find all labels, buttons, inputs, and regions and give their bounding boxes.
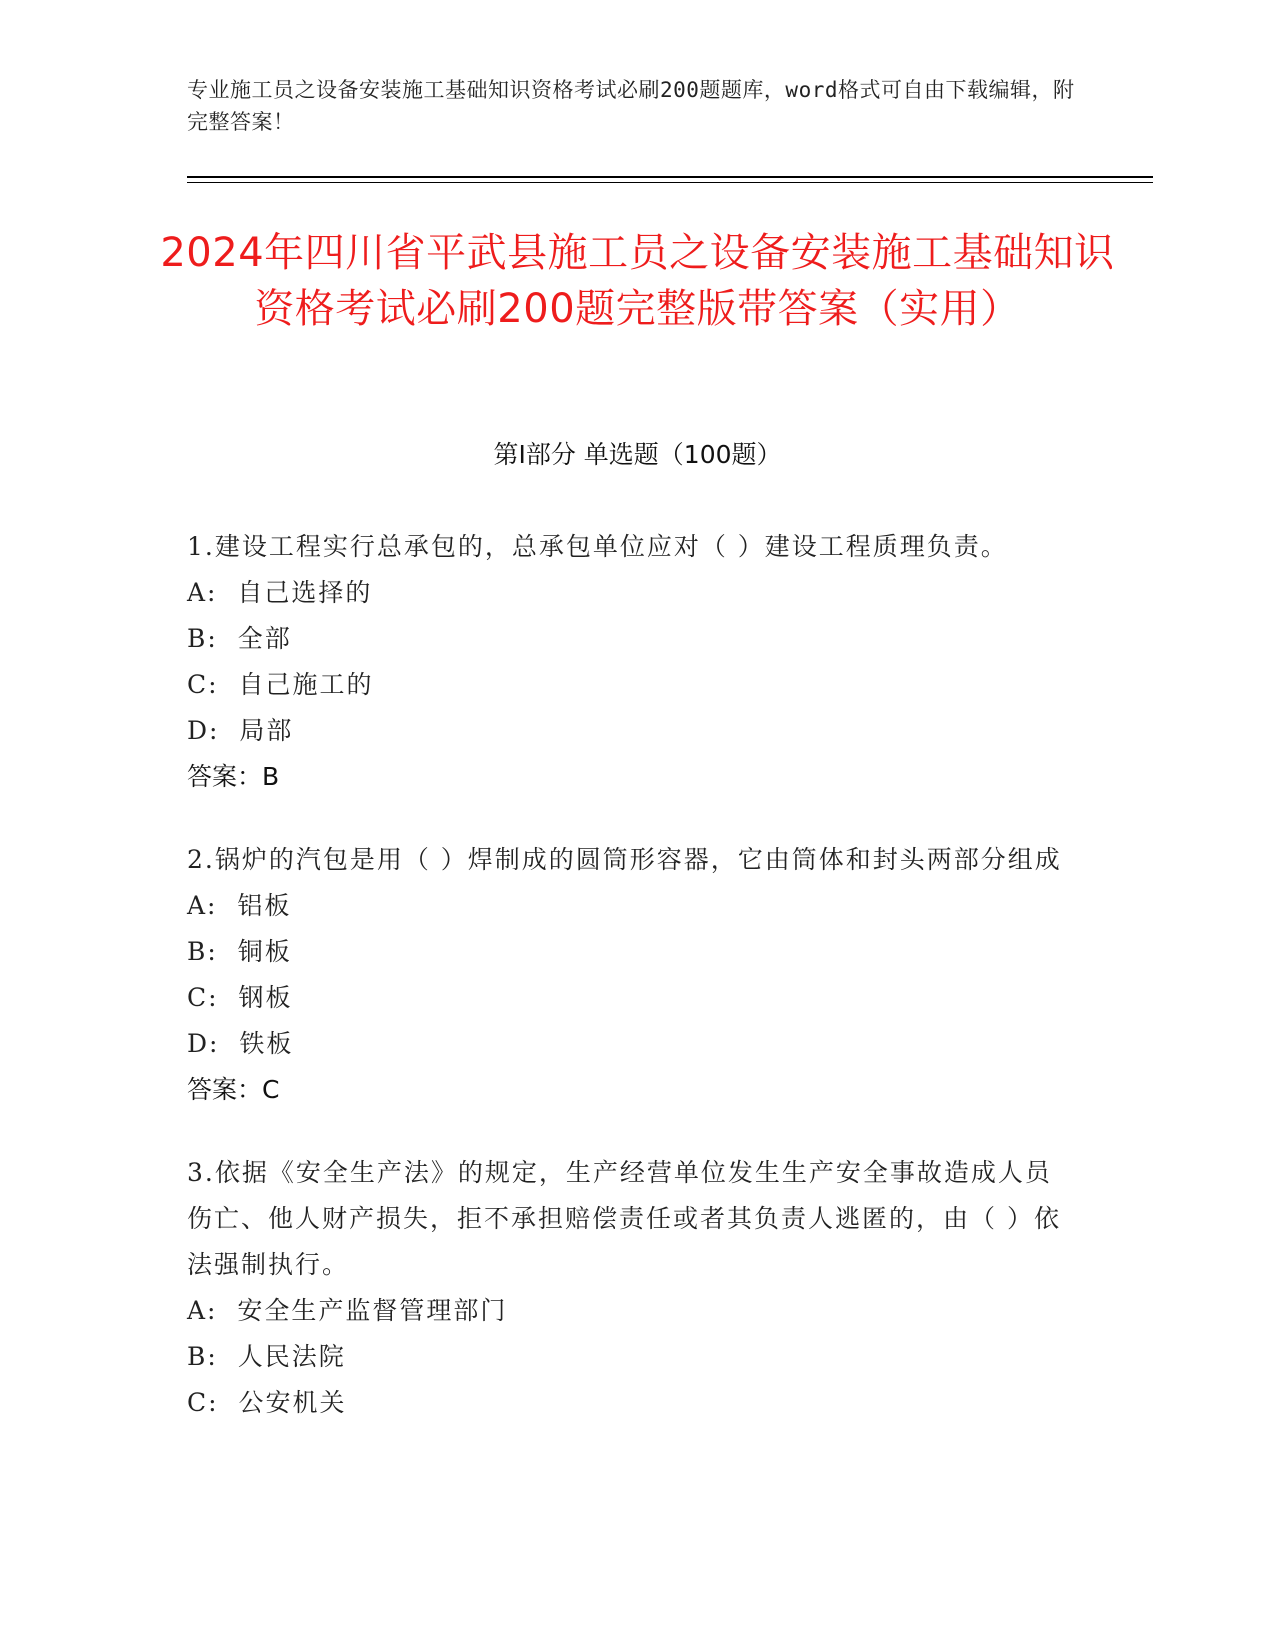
question-stem: 2.锅炉的汽包是用（ ）焊制成的圆筒形容器，它由筒体和封头两部分组成: [187, 845, 1062, 874]
answer-line: 答案：C: [187, 1075, 280, 1104]
option-c: C: 钢板: [187, 983, 293, 1012]
answer-line: 答案：B: [187, 762, 280, 791]
option-d: D: 局部: [187, 716, 294, 745]
option-a: A: 自己选择的: [187, 578, 373, 607]
header-note: 专业施工员之设备安装施工基础知识资格考试必刷200题题库，word格式可自由下载编辑，附完整答案！: [187, 78, 1075, 134]
question-stem: 1.建设工程实行总承包的，总承包单位应对（ ）建设工程质理负责。: [187, 532, 1008, 561]
header-divider-thin: [187, 182, 1153, 183]
question-3: [187, 1150, 1077, 1426]
question-stem: 3.依据《安全生产法》的规定，生产经营单位发生生产安全事故造成人员伤亡、他人财产损失，拒不承担赔偿责任或者其负责人逃匿的，由（ ）依法强制执行。: [187, 1158, 1061, 1279]
option-c: C: 自己施工的: [187, 670, 374, 699]
question-1: [187, 524, 1077, 800]
option-b: B: 铜板: [187, 937, 292, 966]
document-title: 2024年四川省平武县施工员之设备安装施工基础知识资格考试必刷200题完整版带答案（实用）: [160, 230, 1115, 332]
section-heading: 第Ⅰ部分 单选题（100题）: [493, 440, 782, 469]
header-divider-thick: [187, 176, 1153, 178]
option-b: B: 全部: [187, 624, 292, 653]
option-d: D: 铁板: [187, 1029, 294, 1058]
question-2: [187, 837, 1077, 1113]
question-list: [187, 524, 1077, 1463]
option-b: B: 人民法院: [187, 1342, 346, 1371]
option-a: A: 安全生产监督管理部门: [187, 1296, 508, 1325]
option-c: C: 公安机关: [187, 1388, 347, 1417]
option-a: A: 铝板: [187, 891, 292, 920]
